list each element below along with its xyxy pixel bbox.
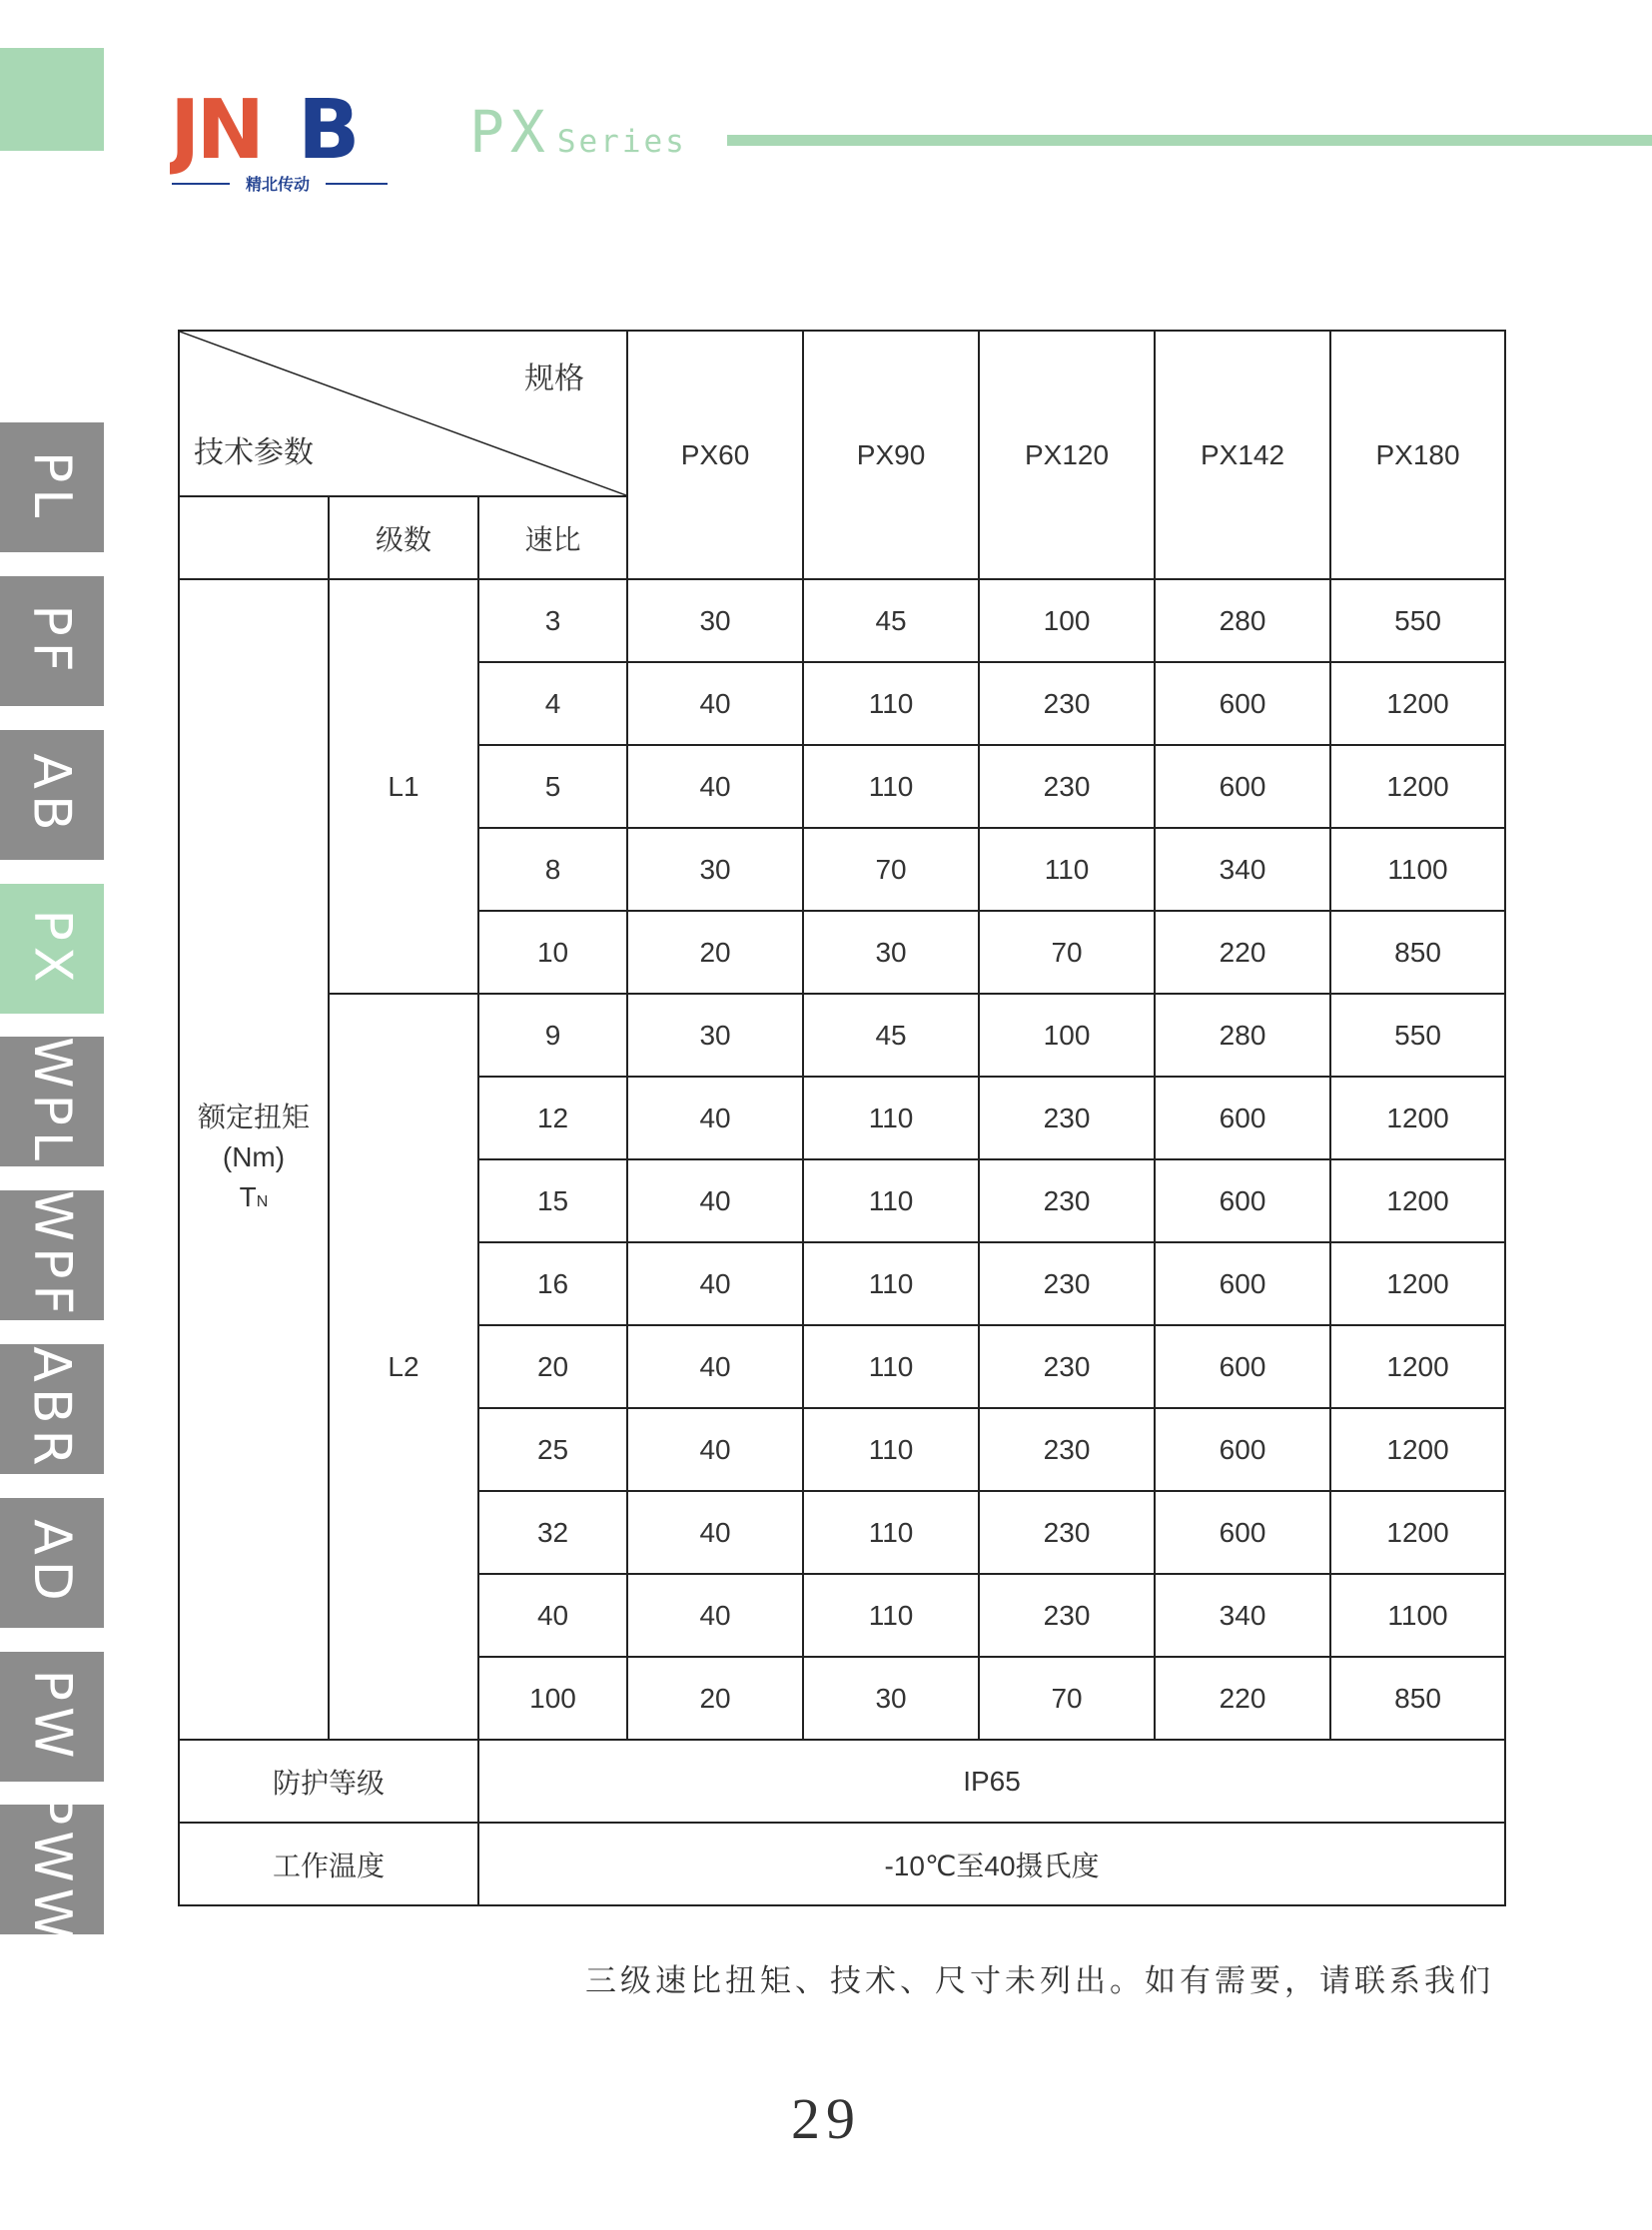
torque-value-cell: 110 — [803, 1491, 979, 1574]
torque-value-cell: 230 — [979, 745, 1155, 828]
torque-value-cell: 70 — [803, 828, 979, 911]
tab-label: AB — [22, 753, 82, 837]
torque-value-cell: 40 — [627, 1408, 803, 1491]
ratio-cell: 40 — [478, 1574, 627, 1657]
ratio-cell: 25 — [478, 1408, 627, 1491]
torque-value-cell: 40 — [627, 1242, 803, 1325]
torque-value-cell: 1200 — [1330, 662, 1505, 745]
specification-table — [178, 330, 1506, 1906]
torque-value-cell: 230 — [979, 1159, 1155, 1242]
ratio-cell: 10 — [478, 911, 627, 994]
tab-label: PW — [22, 1669, 82, 1765]
tab-label: AD — [22, 1519, 82, 1607]
diagonal-header-cell — [179, 331, 627, 496]
spec-header-label: 规格 — [524, 363, 585, 395]
tab-label: WPL — [22, 1037, 82, 1166]
torque-value-cell: 340 — [1155, 828, 1330, 911]
rated-torque-text: 额定扭矩 — [197, 1101, 310, 1132]
ratio-cell: 12 — [478, 1077, 627, 1159]
torque-value-cell: 850 — [1330, 911, 1505, 994]
torque-value-cell: 40 — [627, 662, 803, 745]
rated-torque-label — [179, 579, 329, 1740]
stage-cell: L1 — [329, 579, 478, 994]
series-code: PX — [469, 98, 551, 166]
torque-value-cell: 45 — [803, 579, 979, 662]
tab-label: PF — [22, 604, 82, 678]
torque-value-cell: 110 — [803, 1325, 979, 1408]
torque-value-cell: 30 — [627, 994, 803, 1077]
torque-value-cell: 230 — [979, 1242, 1155, 1325]
torque-value-cell: 30 — [627, 828, 803, 911]
torque-value-cell: 600 — [1155, 1242, 1330, 1325]
torque-value-cell: 20 — [627, 1657, 803, 1740]
torque-value-cell: 230 — [979, 1408, 1155, 1491]
param-header-label: 技术参数 — [194, 436, 314, 469]
ratio-header: 速比 — [478, 496, 627, 579]
torque-value-cell: 280 — [1155, 579, 1330, 662]
torque-value-cell: 1200 — [1330, 1077, 1505, 1159]
model-header: PX90 — [803, 331, 979, 579]
ratio-cell: 3 — [478, 579, 627, 662]
blank-header-cell — [179, 496, 329, 579]
torque-value-cell: 550 — [1330, 994, 1505, 1077]
torque-value-cell: 600 — [1155, 1077, 1330, 1159]
ratio-cell: 15 — [478, 1159, 627, 1242]
svg-text:精北传动: 精北传动 — [245, 175, 311, 194]
torque-value-cell: 70 — [979, 1657, 1155, 1740]
torque-value-cell: 1200 — [1330, 1159, 1505, 1242]
temperature-value: -10℃至40摄氏度 — [478, 1823, 1505, 1905]
model-header: PX180 — [1330, 331, 1505, 579]
tab-pw[interactable] — [0, 1652, 104, 1782]
torque-value-cell: 45 — [803, 994, 979, 1077]
torque-value-cell: 110 — [803, 1159, 979, 1242]
torque-value-cell: 1200 — [1330, 1408, 1505, 1491]
torque-value-cell: 40 — [627, 745, 803, 828]
torque-symbol-main: T — [239, 1180, 257, 1212]
page-number: 29 — [791, 2086, 861, 2151]
table-row — [179, 994, 1505, 1077]
torque-value-cell: 110 — [803, 1574, 979, 1657]
torque-value-cell: 110 — [803, 1077, 979, 1159]
torque-value-cell: 1200 — [1330, 1325, 1505, 1408]
torque-value-cell: 40 — [627, 1159, 803, 1242]
torque-value-cell: 110 — [803, 745, 979, 828]
torque-value-cell: 230 — [979, 1077, 1155, 1159]
ratio-cell: 8 — [478, 828, 627, 911]
torque-value-cell: 600 — [1155, 1159, 1330, 1242]
torque-value-cell: 110 — [979, 828, 1155, 911]
ratio-cell: 20 — [478, 1325, 627, 1408]
torque-value-cell: 280 — [1155, 994, 1330, 1077]
torque-symbol-sub: N — [256, 1192, 269, 1210]
stage-header: 级数 — [329, 496, 478, 579]
protection-label: 防护等级 — [179, 1740, 478, 1823]
torque-value-cell: 110 — [803, 1242, 979, 1325]
torque-value-cell: 110 — [803, 1408, 979, 1491]
company-logo — [170, 80, 394, 200]
torque-value-cell: 40 — [627, 1491, 803, 1574]
tab-abr[interactable] — [0, 1344, 104, 1474]
footnote: 三级速比扭矩、技术、尺寸未列出。如有需要，请联系我们 — [585, 1963, 1494, 1999]
tab-pl[interactable] — [0, 422, 104, 552]
tab-pww[interactable] — [0, 1793, 104, 1946]
torque-value-cell: 230 — [979, 662, 1155, 745]
torque-value-cell: 600 — [1155, 1325, 1330, 1408]
header-divider — [727, 135, 1652, 146]
torque-value-cell: 600 — [1155, 745, 1330, 828]
torque-value-cell: 30 — [627, 579, 803, 662]
tab-label: PX — [21, 909, 82, 989]
tab-ad[interactable] — [0, 1498, 104, 1628]
table-row — [179, 579, 1505, 662]
ratio-cell: 5 — [478, 745, 627, 828]
torque-value-cell: 70 — [979, 911, 1155, 994]
temperature-label: 工作温度 — [179, 1823, 478, 1905]
series-title — [469, 98, 687, 166]
model-header: PX120 — [979, 331, 1155, 579]
torque-value-cell: 100 — [979, 579, 1155, 662]
torque-value-cell: 230 — [979, 1491, 1155, 1574]
stage-cell: L2 — [329, 994, 478, 1740]
ratio-cell: 16 — [478, 1242, 627, 1325]
model-header: PX60 — [627, 331, 803, 579]
series-label: Series — [556, 124, 687, 160]
torque-value-cell: 600 — [1155, 1491, 1330, 1574]
rated-torque-unit: (Nm) — [222, 1140, 286, 1172]
torque-value-cell: 110 — [803, 662, 979, 745]
torque-value-cell: 40 — [627, 1077, 803, 1159]
torque-value-cell: 20 — [627, 911, 803, 994]
torque-value-cell: 340 — [1155, 1574, 1330, 1657]
torque-value-cell: 30 — [803, 911, 979, 994]
ratio-cell: 4 — [478, 662, 627, 745]
torque-value-cell: 230 — [979, 1574, 1155, 1657]
tab-px[interactable] — [0, 884, 104, 1014]
svg-text:B: B — [298, 83, 361, 178]
torque-value-cell: 230 — [979, 1325, 1155, 1408]
svg-text:JN: JN — [170, 83, 262, 178]
torque-value-cell: 220 — [1155, 911, 1330, 994]
tab-label: WPF — [22, 1189, 82, 1321]
jnb-logo-mark — [170, 80, 394, 200]
torque-value-cell: 1100 — [1330, 828, 1505, 911]
torque-value-cell: 40 — [627, 1574, 803, 1657]
rated-torque-symbol — [180, 1177, 328, 1222]
torque-value-cell: 1200 — [1330, 1491, 1505, 1574]
tab-label: PWW — [22, 1793, 83, 1946]
model-header: PX142 — [1155, 331, 1330, 579]
torque-value-cell: 600 — [1155, 1408, 1330, 1491]
torque-value-cell: 850 — [1330, 1657, 1505, 1740]
torque-value-cell: 30 — [803, 1657, 979, 1740]
temperature-row — [179, 1823, 1505, 1905]
torque-value-cell: 1100 — [1330, 1574, 1505, 1657]
tab-ab[interactable] — [0, 730, 104, 860]
tab-pf[interactable] — [0, 576, 104, 706]
protection-value: IP65 — [478, 1740, 1505, 1823]
corner-accent-block — [0, 48, 104, 151]
ratio-cell: 32 — [478, 1491, 627, 1574]
torque-value-cell: 1200 — [1330, 745, 1505, 828]
ratio-cell: 100 — [478, 1657, 627, 1740]
tab-label: ABR — [22, 1346, 83, 1472]
torque-value-cell: 220 — [1155, 1657, 1330, 1740]
torque-value-cell: 40 — [627, 1325, 803, 1408]
tab-label: PL — [21, 450, 82, 524]
torque-value-cell: 550 — [1330, 579, 1505, 662]
torque-value-cell: 100 — [979, 994, 1155, 1077]
torque-value-cell: 600 — [1155, 662, 1330, 745]
protection-row — [179, 1740, 1505, 1823]
tab-wpl[interactable] — [0, 1037, 104, 1166]
ratio-cell: 9 — [478, 994, 627, 1077]
torque-value-cell: 1200 — [1330, 1242, 1505, 1325]
tab-wpf[interactable] — [0, 1190, 104, 1320]
